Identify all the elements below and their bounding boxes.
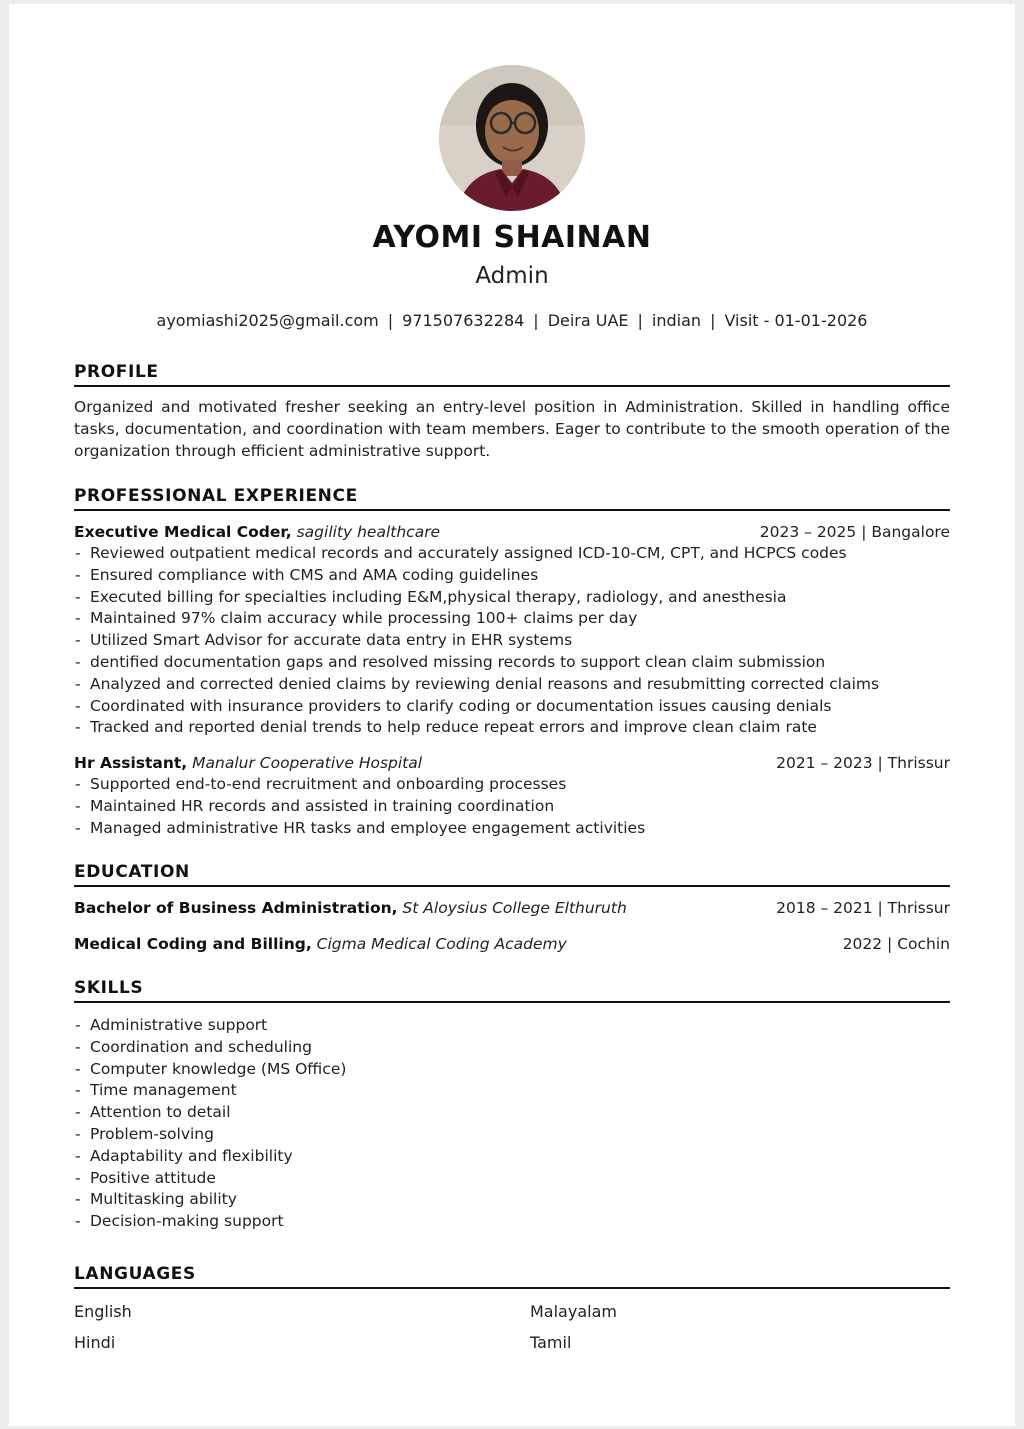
language-item: Malayalam: [530, 1302, 617, 1321]
education-item: [74, 933, 950, 955]
list-item: - Computer knowledge (MS Office): [74, 1059, 950, 1081]
education-item: [74, 897, 950, 919]
job-header: [74, 521, 950, 543]
contact-line: [0, 311, 1024, 330]
job-bullets: [74, 774, 950, 839]
list-item: - Coordination and scheduling: [74, 1037, 950, 1059]
section-title-experience: PROFESSIONAL EXPERIENCE: [74, 486, 950, 511]
job-period: 2021 – 2023 | Thrissur: [776, 754, 950, 772]
list-item: - Supported end-to-end recruitment and onboarding processes: [74, 774, 950, 796]
language-item: English: [74, 1302, 132, 1321]
education-school: Cigma Medical Coding Academy: [316, 935, 567, 953]
skills-list: [74, 1015, 950, 1233]
list-item: - Problem-solving: [74, 1124, 950, 1146]
contact-separator: |: [710, 311, 716, 330]
job-company: sagility healthcare: [296, 523, 441, 541]
list-item: - Utilized Smart Advisor for accurate data entry in EHR systems: [74, 630, 950, 652]
list-item: - Maintained HR records and assisted in training coordination: [74, 796, 950, 818]
contact-nationality: indian: [651, 311, 702, 330]
list-item: - Reviewed outpatient medical records and accurately assigned ICD-10-CM, CPT, and HCPCS codes: [74, 543, 950, 565]
profile-text: Organized and motivated fresher seeking an entry-level position in Administration. Skilled in handling office tasks, documentation, and coordination with team members. Eager to contribute to the smooth operation of the organization through efficient administrative support.: [74, 398, 950, 460]
contact-email[interactable]: ayomiashi2025@gmail.com: [156, 311, 379, 330]
list-item: - Maintained 97% claim accuracy while processing 100+ claims per day: [74, 608, 950, 630]
list-item: - Administrative support: [74, 1015, 950, 1037]
list-item: - Time management: [74, 1080, 950, 1102]
job-position: Hr Assistant,: [74, 754, 188, 772]
profile-photo: [439, 65, 585, 211]
list-item: - Positive attitude: [74, 1168, 950, 1190]
list-item: - Analyzed and corrected denied claims by reviewing denial reasons and resubmitting corrected claims: [74, 674, 950, 696]
contact-separator: |: [533, 311, 539, 330]
contact-location: Deira UAE: [547, 311, 629, 330]
list-item: - Multitasking ability: [74, 1189, 950, 1211]
list-item: - dentified documentation gaps and resolved missing records to support clean claim submission: [74, 652, 950, 674]
contact-phone[interactable]: 971507632284: [402, 311, 525, 330]
section-title-education: EDUCATION: [74, 862, 950, 887]
education-degree: Medical Coding and Billing,: [74, 935, 312, 953]
list-item: - Executed billing for specialties including E&M,physical therapy, radiology, and anesthesia: [74, 587, 950, 609]
job-header: [74, 752, 950, 774]
profile-photo-illustration: [439, 65, 585, 211]
job-company: Manalur Cooperative Hospital: [192, 754, 423, 772]
list-item: - Decision-making support: [74, 1211, 950, 1233]
list-item: - Tracked and reported denial trends to help reduce repeat errors and improve clean claim rate: [74, 717, 950, 739]
education-period: 2022 | Cochin: [842, 935, 950, 953]
education-degree: Bachelor of Business Administration,: [74, 899, 398, 917]
list-item: - Managed administrative HR tasks and employee engagement activities: [74, 818, 950, 840]
language-item: Tamil: [530, 1333, 572, 1352]
contact-separator: |: [637, 311, 643, 330]
candidate-role: Admin: [475, 263, 549, 289]
section-title-skills: SKILLS: [74, 978, 950, 1003]
list-item: - Coordinated with insurance providers to clarify coding or documentation issues causing denials: [74, 696, 950, 718]
job-period: 2023 – 2025 | Bangalore: [759, 523, 950, 541]
language-item: Hindi: [74, 1333, 116, 1352]
list-item: - Adaptability and flexibility: [74, 1146, 950, 1168]
candidate-name: AYOMI SHAINAN: [372, 220, 652, 255]
list-item: - Attention to detail: [74, 1102, 950, 1124]
job-bullets: [74, 543, 950, 739]
section-title-languages: LANGUAGES: [74, 1264, 950, 1289]
education-school: St Aloysius College Elthuruth: [402, 899, 627, 917]
contact-visa: Visit - 01-01-2026: [724, 311, 868, 330]
contact-separator: |: [387, 311, 394, 330]
list-item: - Ensured compliance with CMS and AMA coding guidelines: [74, 565, 950, 587]
section-title-profile: PROFILE: [74, 362, 950, 387]
job-position: Executive Medical Coder,: [74, 523, 292, 541]
education-period: 2018 – 2021 | Thrissur: [776, 899, 950, 917]
